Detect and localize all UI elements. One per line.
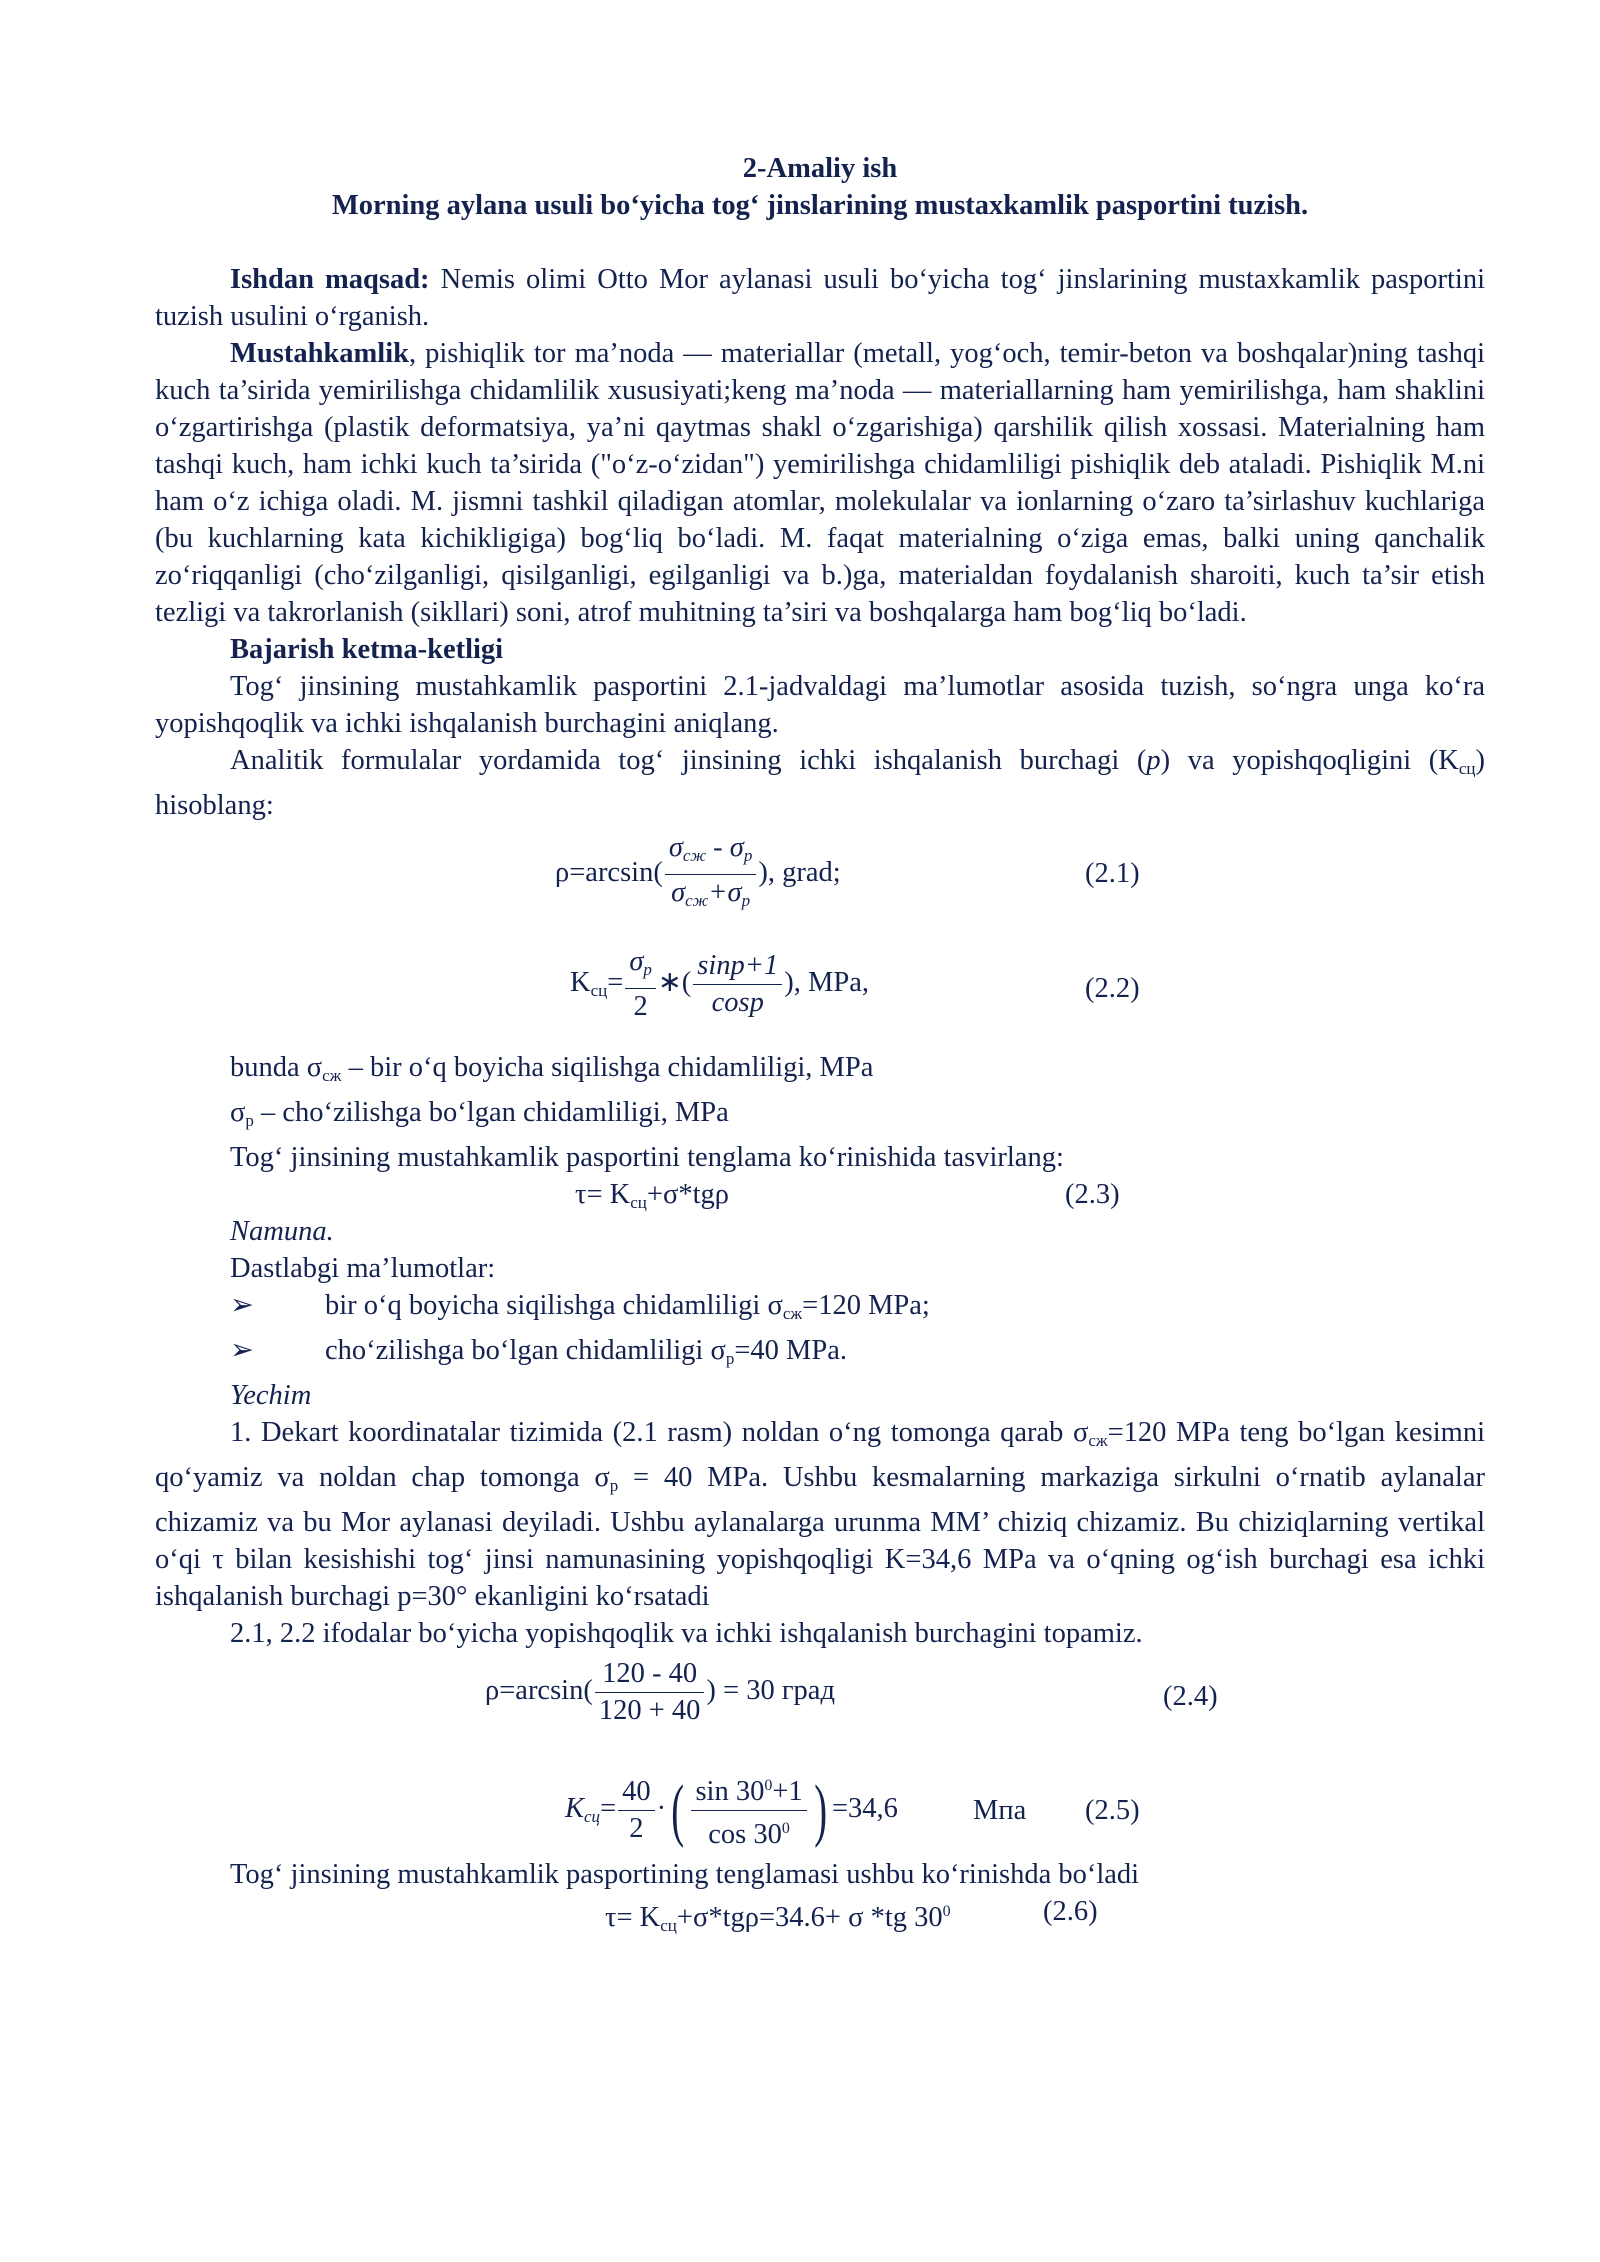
formula-2-4 bbox=[155, 1652, 1485, 1736]
formula-2-4-expr bbox=[485, 1656, 835, 1729]
sub: сц bbox=[660, 1916, 677, 1935]
text: σ bbox=[230, 1097, 246, 1128]
sigma: σ bbox=[668, 832, 683, 863]
text: +σ*tgρ=34.6+ σ *tg 30 bbox=[676, 1902, 943, 1933]
formula-2-5-expr bbox=[565, 1768, 898, 1853]
text: = 40 MPa. Ushbu kesmalarning markaziga sirkulni o‘rnatib aylanalar chizamiz va bu Mor aylanasi deyiladi. Ushbu aylanalarga urunma MM’ chiziq chizamiz. Bu chiziqlarning vertikal o‘qi τ bilan kesishishi tog‘ jinsi namunasining yopishqoqligi K=34,6 MPa va o‘qning og‘ish burchagi esa ichki ishqalanish burchagi p=30° ekanligini ko‘rsatadi bbox=[155, 1462, 1485, 1612]
page-subtitle: Morning aylana usuli bo‘yicha tog‘ jinslarining mustaxkamlik pasportini tuzish. bbox=[331, 190, 1309, 221]
text: sin 30 bbox=[695, 1776, 765, 1807]
right-paren: ) bbox=[813, 1771, 827, 1849]
sigma: σ bbox=[629, 946, 644, 977]
cohesion-symbol: K bbox=[565, 1793, 585, 1825]
text: cos 30 bbox=[708, 1819, 782, 1850]
bullet-item-2 bbox=[155, 1332, 1485, 1377]
formula-2-1-expr bbox=[555, 830, 841, 919]
cohesion-symbol: K bbox=[570, 967, 591, 999]
equation-number-2-3: (2.3) bbox=[1065, 1179, 1120, 1210]
result: =34,6 bbox=[831, 1793, 898, 1825]
formula-2-5-fraction-1 bbox=[618, 1774, 655, 1847]
text: =120 MPa teng bo‘lgan kesimni qo‘yamiz va noldan chap tomonga σ bbox=[155, 1417, 1485, 1493]
sub: сц bbox=[590, 981, 608, 1001]
text: τ= K bbox=[575, 1179, 631, 1210]
sub: p bbox=[743, 846, 753, 865]
cohesion-subscript: сц bbox=[1458, 759, 1476, 778]
equals: = bbox=[607, 967, 624, 999]
formula-2-5-fraction-2 bbox=[691, 1768, 806, 1853]
document-page bbox=[155, 150, 1485, 1935]
text: ) = 30 град bbox=[706, 1675, 835, 1707]
text: Namuna. bbox=[230, 1216, 334, 1247]
final-text: Tog‘ jinsining mustahkamlik pasportining tenglamasi ushbu ko‘rinishda bo‘ladi bbox=[230, 1859, 1140, 1890]
sigma: σ bbox=[727, 877, 742, 908]
formula-2-3-expr bbox=[575, 1176, 729, 1221]
text: ρ=arcsin( bbox=[485, 1675, 593, 1707]
text: Yechim bbox=[230, 1380, 312, 1411]
formula-2-1-left: ρ=arcsin( bbox=[555, 857, 663, 889]
sup: 0 bbox=[942, 1903, 951, 1920]
formula-2-2-expr bbox=[570, 944, 869, 1025]
sub: сж bbox=[782, 1304, 803, 1323]
arrow-bullet-icon: ➢ bbox=[230, 1335, 254, 1366]
text: – bir o‘q boyicha siqilishga chidamliligi, MPa bbox=[341, 1052, 874, 1083]
text: cho‘zilishga bo‘lgan chidamliligi σ bbox=[325, 1335, 726, 1366]
bullet-item-1 bbox=[155, 1287, 1485, 1332]
formula-2-5-unit: Мпа bbox=[973, 1795, 1027, 1826]
formula-2-1-right: ), grad; bbox=[758, 857, 841, 889]
text: bir o‘q boyicha siqilishga chidamliligi σ bbox=[325, 1290, 783, 1321]
sub: сц bbox=[584, 1807, 601, 1827]
solution-label bbox=[155, 1377, 1485, 1414]
sub: p bbox=[245, 1111, 254, 1130]
numerator: sinp+1 bbox=[693, 948, 782, 985]
formula-2-2-fraction-1 bbox=[625, 944, 656, 1025]
procedure-heading-text: Bajarish ketma-ketligi bbox=[230, 634, 504, 665]
text: τ= K bbox=[605, 1902, 661, 1933]
initial-data-label: Dastlabgi ma’lumotlar: bbox=[230, 1253, 496, 1284]
sigma: σ bbox=[671, 877, 686, 908]
text: – cho‘zilishga bo‘lgan chidamliligi, MPa bbox=[253, 1097, 729, 1128]
equation-number-2-4: (2.4) bbox=[1163, 1681, 1218, 1712]
formula-2-1-fraction bbox=[665, 830, 757, 919]
formula-2-2-right: ), MPa, bbox=[784, 967, 869, 999]
example-label bbox=[155, 1213, 1485, 1250]
sub: сж bbox=[682, 846, 707, 865]
sup: 0 bbox=[781, 1820, 790, 1837]
text: 1. Dekart koordinatalar tizimida (2.1 rasm) noldan o‘ng tomonga qarab σ bbox=[230, 1417, 1089, 1448]
definition-2 bbox=[155, 1094, 1485, 1139]
goal-paragraph bbox=[155, 261, 1485, 335]
arrow-bullet-icon: ➢ bbox=[230, 1290, 254, 1321]
sub: p bbox=[741, 891, 751, 910]
sub: сц bbox=[630, 1193, 647, 1212]
procedure-paragraph-2 bbox=[155, 742, 1485, 824]
definition-1 bbox=[155, 1049, 1485, 1094]
procedure-text-a: Analitik formulalar yordamida tog‘ jinsining ichki ishqalanish burchagi ( bbox=[230, 745, 1147, 776]
sub: сж bbox=[685, 891, 709, 910]
solution-paragraph-1 bbox=[155, 1414, 1485, 1615]
page-title: 2-Amaliy ish bbox=[742, 153, 898, 184]
text: +σ*tgρ bbox=[646, 1179, 729, 1210]
numerator: 120 - 40 bbox=[595, 1656, 705, 1693]
formula-2-3 bbox=[155, 1176, 1485, 1213]
strength-text: , pishiqlik tor ma’noda — materiallar (metall, yog‘och, temir-beton va boshqalar)ning tashqi kuch ta’sirida yemirilishga chidamlilik xususiyati;keng ma’noda — materiallarning ham yemirilishga, ham shaklini o‘zgartirishga (plastik deformatsiya, ya’ni qaytmas shakl o‘zgarishiga) qarshilik qilish xossasi. Materialning ham tashqi kuch, ham ichki kuch ta’sirida ("o‘z-o‘zidan") yemirilishga chidamliligi pishiqlik deb ataladi. Pishiqlik M.ni ham o‘z ichiga oladi. M. jismni tashkil qiladigan atomlar, molekulalar va ionlarning o‘zaro ta’sirlashuv kuchlariga (bu kuchlarning kata kichikligiga) bog‘liq bo‘ladi. M. faqat materialning o‘ziga emas, balki uning qanchalik zo‘riqqanligi (cho‘zilganligi, qisilganligi, egilganligi va b.)ga, materialdan foydalanish sharoiti, kuch ta’sir etish tezligi va takrorlanish (sikllari) soni, atrof muhitning ta’siri va boshqalarga ham bog‘liq bo‘ladi. bbox=[155, 338, 1485, 628]
sub: p bbox=[643, 960, 652, 979]
text: bunda σ bbox=[230, 1052, 323, 1083]
procedure-heading bbox=[155, 631, 1485, 668]
formula-2-5 bbox=[155, 1764, 1485, 1856]
denominator: 2 bbox=[633, 991, 648, 1022]
text: =40 MPa. bbox=[734, 1335, 847, 1366]
denominator: cosp bbox=[711, 987, 764, 1018]
goal-label: Ishdan maqsad: bbox=[230, 264, 430, 295]
text: =120 MPa; bbox=[802, 1290, 930, 1321]
equation-number-2-5: (2.5) bbox=[1085, 1795, 1140, 1826]
formula-2-6-expr bbox=[605, 1893, 951, 1944]
procedure-paragraph-1: Tog‘ jinsining mustahkamlik pasportini 2.1-jadvaldagi ma’lumotlar asosida tuzish, so‘ngra unga ko‘ra yopishqoqlik va ichki ishqalanish burchagini aniqlang. bbox=[155, 671, 1485, 739]
formula-2-2 bbox=[155, 938, 1485, 1034]
goal-text: Nemis olimi Otto Mor aylanasi usuli bo‘yicha tog‘ jinslarining mustaxkamlik pasportini tuzish usulini o‘rganish. bbox=[155, 264, 1485, 332]
denominator: 2 bbox=[629, 1813, 644, 1844]
formula-2-2-fraction-2 bbox=[693, 948, 782, 1021]
op: - bbox=[706, 832, 730, 863]
equals: = bbox=[600, 1793, 617, 1825]
sub: p bbox=[725, 1349, 735, 1368]
procedure-text-b: ) va yopishqoqligini (K bbox=[1160, 745, 1459, 776]
left-paren: ( bbox=[671, 1771, 685, 1849]
text: +1 bbox=[772, 1776, 803, 1807]
op: + bbox=[708, 877, 728, 908]
sub: p bbox=[609, 1476, 619, 1495]
sub: сж bbox=[1088, 1431, 1108, 1450]
multiply: ∗( bbox=[657, 967, 692, 999]
angle-variable: p bbox=[1146, 745, 1161, 776]
strength-label: Mustahkamlik bbox=[230, 338, 409, 369]
sub: сж bbox=[322, 1066, 342, 1085]
solution-paragraph-2: 2.1, 2.2 ifodalar bo‘yicha yopishqoqlik va ichki ishqalanish burchagini topamiz. bbox=[230, 1618, 1143, 1649]
formula-2-1 bbox=[155, 824, 1485, 916]
equation-number-2-6: (2.6) bbox=[1043, 1896, 1098, 1927]
sigma: σ bbox=[729, 832, 744, 863]
equation-number-2-2: (2.2) bbox=[1085, 973, 1140, 1004]
formula-2-4-fraction bbox=[595, 1656, 705, 1729]
definition-3: Tog‘ jinsining mustahkamlik pasportini tenglama ko‘rinishida tasvirlang: bbox=[230, 1142, 1064, 1173]
denominator: 120 + 40 bbox=[598, 1695, 701, 1726]
dot: · bbox=[656, 1793, 667, 1825]
procedure-text-c: ) hisoblang: bbox=[155, 745, 1485, 821]
formula-2-6 bbox=[155, 1893, 1485, 1935]
equation-number-2-1: (2.1) bbox=[1085, 858, 1140, 889]
numerator: 40 bbox=[618, 1774, 655, 1811]
strength-paragraph bbox=[155, 335, 1485, 631]
sup: 0 bbox=[764, 1777, 773, 1794]
